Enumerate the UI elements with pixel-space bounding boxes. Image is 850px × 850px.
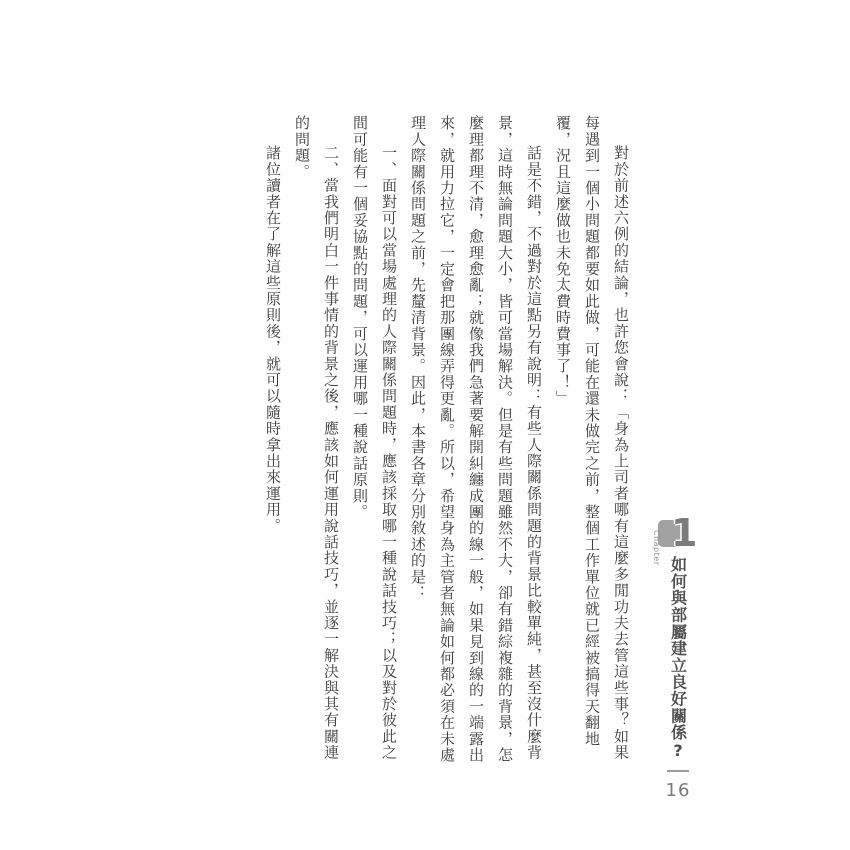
- paragraph-1: 對於前述六例的結論，也許您會說：「身為上司者哪有這麼多閒功夫去管這些事？如果每遇到一個小問題都要如此做，可能在還未做完之前，整個工作單位就已經被搞得天翻地覆，況且這麼做也未免太費時費事了！」: [554, 115, 630, 761]
- chapter-icon: [652, 511, 700, 566]
- paragraph-4: 二、當我們明白一件事情的背景之後，應該如何運用說話技巧，並逐一解決與其有關連的問題。: [293, 115, 340, 761]
- paragraph-2: 話是不錯，不過對於這點另有說明：有些人際關係問題的背景比較單純，甚至沒什麼背景，這時無論問題大小，皆可當場解決。但是有些問題雖然不大，卻有錯綜複雜的背景，怎麼理都理不清，愈理愈亂；就像我們急著要解開糾纏成團的線一般，如果見到線的一端露出來，就用力拉它，一定會把那團線弄得更亂。所以，希望身為主管者無論如何都必須在未處理人際關係問題之前，先釐清背景。因此，本書各章分別敘述的是：: [409, 115, 543, 763]
- chapter-number: 1: [671, 511, 698, 555]
- paragraph-3: 一、面對可以當場處理的人際關係問題時，應該採取哪一種說話技巧；以及對於彼此之間可能有一個妥協點的問題，可以運用哪一種說話原則。: [351, 115, 398, 761]
- chapter-title: 如何與部屬建立良好關係?: [668, 556, 688, 761]
- header-divider: [667, 770, 689, 772]
- chapter-header: [652, 511, 704, 801]
- chapter-label: Chapter: [652, 530, 661, 566]
- main-text-block: [243, 115, 635, 771]
- page-number: 16: [665, 779, 691, 801]
- paragraph-5: 諸位讀者在了解這些原則後，就可以隨時拿出來運用。: [264, 145, 282, 534]
